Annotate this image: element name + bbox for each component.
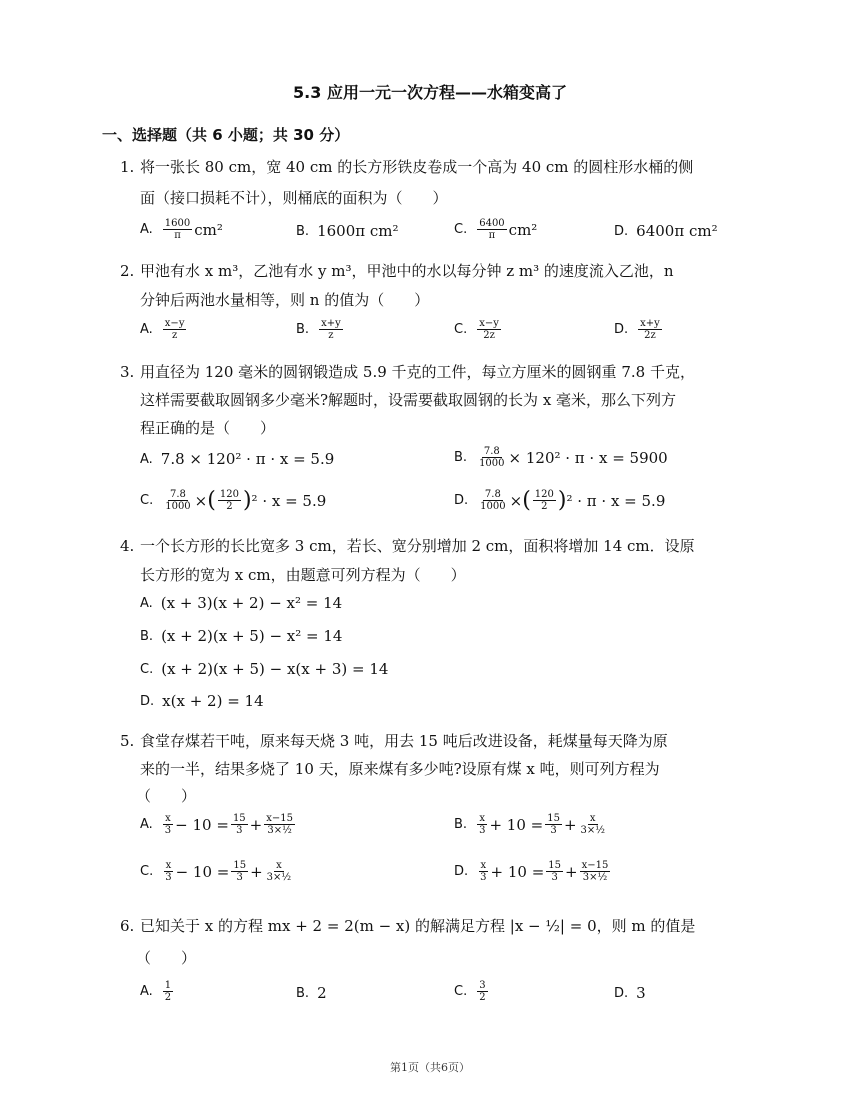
- numerator: x: [589, 813, 596, 824]
- question-text-line: 将一张长 80 cm，宽 40 cm 的长方形铁皮卷成一个高为 40 cm 的圆柱形水桶的侧: [140, 158, 694, 176]
- option-label: D.: [614, 223, 629, 239]
- option-label: C.: [140, 864, 154, 879]
- option-d[interactable]: [614, 222, 718, 240]
- option-b[interactable]: [454, 446, 668, 469]
- question-number: 2.: [120, 262, 135, 280]
- right-paren: ): [557, 488, 567, 513]
- denominator: 3: [480, 872, 487, 883]
- option-a[interactable]: [140, 813, 297, 836]
- denominator: π: [174, 230, 181, 241]
- numerator: 7.8: [484, 489, 501, 500]
- option-label: B.: [296, 985, 310, 1001]
- fraction: [265, 860, 293, 883]
- option-label: D.: [614, 985, 629, 1001]
- question-text-line: 程正确的是（ ）: [140, 419, 276, 437]
- option-label: D.: [614, 322, 629, 337]
- fraction: [478, 489, 507, 512]
- question-number: 6.: [120, 917, 135, 935]
- denominator: 2z: [483, 330, 495, 341]
- numerator: x: [479, 813, 486, 824]
- numerator: x−15: [581, 860, 609, 871]
- option-c[interactable]: [454, 218, 537, 241]
- question-text-line: 一个长方形的长比宽多 3 cm，若长、宽分别增加 2 cm，面积将增加 14 cm．设原: [140, 537, 695, 555]
- option-label: C.: [140, 493, 154, 508]
- left-paren: (: [522, 488, 531, 513]
- fraction: [163, 860, 173, 883]
- option-text: 7.8 × 120² · π · x = 5.9: [160, 450, 335, 468]
- option-label: A.: [140, 984, 153, 999]
- fraction: [319, 318, 343, 341]
- numerator: x: [165, 813, 171, 824]
- fraction: [218, 489, 241, 512]
- question-text-line: 甲池有水 x m³，乙池有水 y m³，甲池中的水以每分钟 z m³ 的速度流入乙池，n: [140, 262, 674, 280]
- numerator: x+y: [640, 318, 660, 329]
- option-c[interactable]: [140, 860, 295, 883]
- fraction: [231, 813, 248, 836]
- option-a[interactable]: [140, 318, 188, 341]
- question-text-line: 用直径为 120 毫米的圆钢锻造成 5.9 千克的工件，每立方厘米的圆钢重 7.8 千克，: [140, 363, 695, 381]
- fraction: [163, 318, 187, 341]
- option-c[interactable]: [140, 488, 326, 513]
- option-label: C.: [140, 661, 154, 677]
- option-text: cm²: [508, 220, 538, 239]
- section-heading: 一、选择题（共 6 小题；共 30 分）: [102, 126, 350, 144]
- option-text: (x + 3)(x + 2) − x² = 14: [160, 594, 343, 612]
- denominator: 3: [165, 872, 172, 883]
- option-label: C.: [454, 984, 468, 999]
- question-text-line: 分钟后两池水量相等，则 n 的值为（ ）: [140, 291, 430, 309]
- numerator: x+y: [321, 318, 341, 329]
- option-d[interactable]: [614, 984, 646, 1002]
- numerator: 120: [219, 489, 239, 500]
- option-label: A.: [140, 451, 153, 467]
- option-label: D.: [454, 864, 469, 879]
- denominator: 3: [551, 872, 558, 883]
- option-text: x(x + 2) = 14: [162, 692, 264, 710]
- option-label: B.: [454, 817, 468, 832]
- option-text: cm²: [194, 220, 223, 239]
- option-text: (x + 2)(x + 5) − x² = 14: [161, 627, 343, 645]
- question-text-line: 来的一半，结果多烧了 10 天，原来煤有多少吨?设原有煤 x 吨，则可列方程为: [140, 760, 660, 778]
- denominator: 2z: [644, 330, 656, 341]
- fraction: [477, 446, 506, 469]
- denominator: 3: [550, 825, 557, 836]
- question-text-line: 面（接口损耗不计），则桶底的面积为（ ）: [140, 189, 448, 207]
- numerator: x: [480, 860, 487, 871]
- page-title: 5.3 应用一元一次方程——水箱变高了: [293, 83, 567, 102]
- option-text: 6400π cm²: [636, 222, 718, 240]
- question-text-line: 食堂存煤若干吨，原来每天烧 3 吨，用去 15 吨后改进设备，耗煤量每天降为原: [140, 732, 668, 750]
- denominator: 1000: [480, 501, 506, 512]
- denominator: 2: [479, 992, 486, 1003]
- denominator: 1000: [165, 501, 191, 512]
- option-label: B.: [454, 450, 468, 465]
- question-number: 5.: [120, 732, 135, 750]
- fraction: [163, 813, 173, 836]
- option-b[interactable]: [296, 318, 345, 341]
- operator: +: [250, 862, 263, 881]
- option-label: C.: [454, 322, 468, 337]
- numerator: 15: [232, 813, 246, 824]
- denominator: z: [328, 330, 334, 341]
- fraction: [533, 489, 556, 512]
- option-d[interactable]: [454, 860, 612, 883]
- denominator: 3: [479, 825, 486, 836]
- question-number: 1.: [120, 158, 135, 176]
- fraction: [546, 860, 563, 883]
- operator: ×: [194, 491, 208, 510]
- option-d[interactable]: [454, 488, 665, 513]
- numerator: x−y: [479, 318, 499, 329]
- fraction: [163, 489, 192, 512]
- denominator: 3: [164, 825, 172, 836]
- option-c[interactable]: [454, 980, 490, 1003]
- fraction: [163, 218, 192, 241]
- option-d[interactable]: [614, 318, 664, 341]
- option-label: A.: [140, 817, 153, 832]
- option-d[interactable]: [140, 692, 264, 710]
- numerator: x−15: [266, 813, 293, 824]
- option-a[interactable]: [140, 450, 334, 468]
- option-label: A.: [140, 595, 153, 611]
- option-a[interactable]: [140, 980, 175, 1003]
- option-b[interactable]: [454, 813, 609, 836]
- option-text: 1600π cm²: [317, 222, 399, 240]
- denominator: 3: [236, 872, 243, 883]
- numerator: 120: [534, 489, 554, 500]
- question-number: 3.: [120, 363, 135, 381]
- question-text-line: 这样需要截取圆钢多少毫米?解题时，设需要截取圆钢的长为 x 毫米，那么下列方: [140, 391, 677, 409]
- numerator: x: [276, 860, 282, 871]
- operator: +: [565, 862, 578, 881]
- denominator: 1000: [479, 458, 505, 469]
- option-c[interactable]: [140, 660, 388, 678]
- numerator: 1: [164, 980, 172, 991]
- numerator: 3: [479, 980, 486, 991]
- option-label: B.: [296, 322, 310, 337]
- denominator: 2: [226, 501, 233, 512]
- numerator: 7.8: [169, 489, 186, 500]
- denominator: z: [171, 330, 178, 341]
- operator: + 10 =: [489, 815, 544, 834]
- numerator: 15: [548, 860, 562, 871]
- question-number: 4.: [120, 537, 135, 555]
- option-label: D.: [140, 693, 155, 709]
- option-text: (x + 2)(x + 5) − x(x + 3) = 14: [161, 660, 389, 678]
- operator: +: [563, 815, 577, 834]
- numerator: 7.8: [483, 446, 500, 457]
- fraction: [163, 980, 173, 1003]
- option-label: A.: [140, 322, 153, 337]
- numerator: x−y: [164, 318, 185, 329]
- option-text: ² · x = 5.9: [251, 491, 327, 510]
- operator: − 10 =: [175, 815, 229, 834]
- option-text: × 120² · π · x = 5900: [508, 448, 668, 467]
- denominator: 2: [541, 501, 548, 512]
- numerator: 6400: [479, 218, 505, 229]
- operator: + 10 =: [490, 862, 545, 881]
- denominator: 3×½: [266, 872, 292, 883]
- operator: +: [249, 815, 263, 834]
- fraction: [579, 813, 607, 836]
- numerator: 1600: [164, 218, 191, 229]
- option-b[interactable]: [296, 222, 399, 240]
- numerator: x: [165, 860, 172, 871]
- fraction: [580, 860, 611, 883]
- option-c[interactable]: [454, 318, 503, 341]
- right-paren: ): [242, 488, 252, 513]
- fraction: [477, 980, 487, 1003]
- option-label: B.: [140, 628, 154, 644]
- fraction: [545, 813, 562, 836]
- option-label: C.: [454, 222, 468, 237]
- question-text-line: 长方形的宽为 x cm，由题意可列方程为（ ）: [140, 566, 466, 584]
- option-a[interactable]: [140, 594, 342, 612]
- option-label: A.: [140, 222, 153, 237]
- option-a[interactable]: [140, 218, 223, 241]
- question-text-line: （ ）: [136, 787, 197, 805]
- fraction: [477, 218, 506, 241]
- fraction: [231, 860, 248, 883]
- fraction: [264, 813, 295, 836]
- fraction: [477, 318, 501, 341]
- fraction: [638, 318, 662, 341]
- denominator: 3×½: [580, 825, 605, 836]
- option-label: B.: [296, 223, 310, 239]
- option-text: ² · π · x = 5.9: [566, 491, 666, 510]
- denominator: π: [488, 230, 496, 241]
- denominator: 2: [164, 992, 172, 1003]
- denominator: 3: [236, 825, 243, 836]
- denominator: 3×½: [582, 872, 608, 883]
- option-label: D.: [454, 493, 469, 508]
- question-text-line: 已知关于 x 的方程 mx + 2 = 2(m − x) 的解满足方程 |x − ½| = 0，则 m 的值是: [140, 917, 696, 935]
- numerator: 15: [233, 860, 247, 871]
- operator: ×: [509, 491, 523, 510]
- question-text-line: （ ）: [136, 949, 197, 967]
- numerator: 15: [547, 813, 560, 824]
- fraction: [477, 813, 487, 836]
- option-text: 2: [317, 984, 327, 1002]
- fraction: [478, 860, 488, 883]
- option-b[interactable]: [140, 627, 342, 645]
- page-footer: 第1页（共6页）: [390, 1061, 470, 1074]
- option-text: 3: [636, 984, 646, 1002]
- option-b[interactable]: [296, 984, 327, 1002]
- denominator: 3×½: [267, 825, 292, 836]
- left-paren: (: [207, 488, 216, 513]
- operator: − 10 =: [175, 862, 230, 881]
